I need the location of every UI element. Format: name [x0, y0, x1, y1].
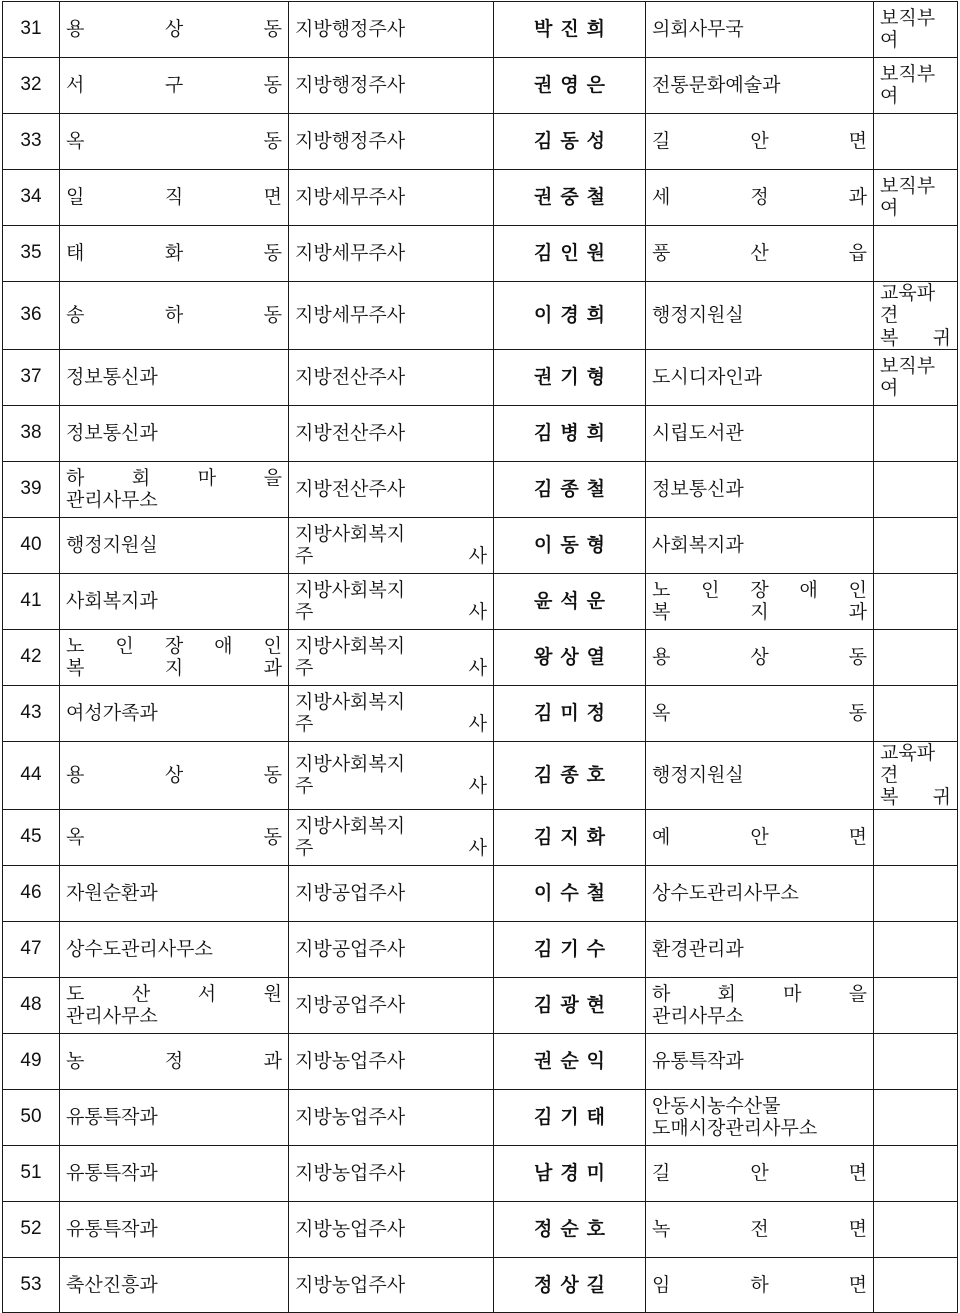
employee-name-text: 권영은 — [533, 74, 614, 97]
employee-name-text: 이경희 — [533, 304, 614, 327]
employee-name-text: 남경미 — [533, 1161, 614, 1184]
table-row — [3, 281, 958, 349]
table-row — [3, 921, 958, 977]
remarks — [874, 405, 958, 461]
new-department — [646, 809, 874, 865]
employee-name — [494, 741, 646, 809]
row-number: 33 — [3, 113, 60, 169]
new-department-line: 행정지원실 — [652, 304, 744, 327]
new-department — [646, 225, 874, 281]
current-department-line: 여성가족과 — [66, 701, 158, 724]
current-department-line: 정보통신과 — [66, 366, 158, 389]
row-number: 47 — [3, 921, 60, 977]
row-number: 34 — [3, 169, 60, 225]
new-department-line: 상수도관리사무소 — [652, 882, 799, 905]
employee-name — [494, 1145, 646, 1201]
new-department — [646, 865, 874, 921]
remarks — [874, 1257, 958, 1313]
current-department — [60, 1201, 289, 1257]
new-department-line: 정보통신과 — [652, 478, 744, 501]
remarks — [874, 1089, 958, 1145]
current-department — [60, 225, 289, 281]
job-rank — [289, 281, 494, 349]
job-rank-line: 주 사 — [295, 545, 487, 568]
job-rank — [289, 225, 494, 281]
new-department — [646, 921, 874, 977]
current-department — [60, 2, 289, 58]
employee-name-text: 김병희 — [533, 422, 614, 445]
remarks — [874, 169, 958, 225]
table-row — [3, 865, 958, 921]
employee-name-text: 정순호 — [533, 1217, 614, 1240]
job-rank — [289, 977, 494, 1033]
table-row — [3, 1257, 958, 1313]
new-department-line: 관리사무소 — [652, 1005, 744, 1028]
job-rank-line: 지방전산주사 — [295, 478, 406, 501]
employee-name — [494, 281, 646, 349]
employee-name — [494, 1201, 646, 1257]
remarks-line: 보직부여 — [880, 63, 936, 108]
employee-name-text: 윤석운 — [533, 590, 614, 613]
remarks — [874, 921, 958, 977]
new-department-line: 길 안 면 — [652, 1161, 867, 1184]
new-department — [646, 281, 874, 349]
employee-name-text: 박진희 — [533, 18, 614, 41]
job-rank — [289, 1257, 494, 1313]
table-row — [3, 461, 958, 517]
current-department — [60, 1033, 289, 1089]
employee-name — [494, 1257, 646, 1313]
table-row — [3, 169, 958, 225]
current-department — [60, 629, 289, 685]
employee-name — [494, 809, 646, 865]
row-number: 38 — [3, 405, 60, 461]
new-department — [646, 1033, 874, 1089]
employee-name-text: 권중철 — [533, 186, 614, 209]
new-department — [646, 405, 874, 461]
table-row — [3, 809, 958, 865]
current-department — [60, 517, 289, 573]
remarks-line: 교육파견 — [880, 741, 936, 787]
employee-name — [494, 573, 646, 629]
table-row — [3, 573, 958, 629]
job-rank-line: 주 사 — [295, 713, 487, 736]
new-department-line: 길 안 면 — [652, 130, 867, 153]
new-department-line: 사회복지과 — [652, 534, 744, 557]
job-rank — [289, 405, 494, 461]
job-rank-line: 지방전산주사 — [295, 422, 406, 445]
current-department-line: 관리사무소 — [66, 1005, 158, 1028]
job-rank-line: 주 사 — [295, 601, 487, 624]
new-department-line: 세 정 과 — [652, 186, 867, 209]
table-body — [3, 2, 958, 1313]
current-department-line: 일 직 면 — [66, 186, 282, 209]
job-rank — [289, 57, 494, 113]
table-row — [3, 349, 958, 405]
current-department-line: 농 정 과 — [66, 1049, 282, 1072]
remarks-line: 복 귀 — [880, 786, 951, 809]
employee-name-text: 김인원 — [533, 242, 614, 265]
current-department-line: 용 상 동 — [66, 18, 282, 41]
job-rank-line: 지방농업주사 — [295, 1161, 406, 1184]
employee-name-text: 왕상열 — [533, 646, 614, 669]
job-rank — [289, 865, 494, 921]
remarks — [874, 281, 958, 349]
new-department-line: 복 지 과 — [652, 601, 867, 624]
new-department — [646, 977, 874, 1033]
job-rank-line: 주 사 — [295, 657, 487, 680]
job-rank — [289, 349, 494, 405]
job-rank — [289, 1089, 494, 1145]
new-department — [646, 169, 874, 225]
employee-name-text: 김미정 — [533, 701, 614, 724]
job-rank-line: 지방행정주사 — [295, 74, 406, 97]
job-rank — [289, 741, 494, 809]
employee-name — [494, 1089, 646, 1145]
table-row — [3, 1033, 958, 1089]
remarks — [874, 461, 958, 517]
job-rank — [289, 809, 494, 865]
current-department — [60, 741, 289, 809]
job-rank-line: 지방농업주사 — [295, 1049, 406, 1072]
row-number: 49 — [3, 1033, 60, 1089]
job-rank — [289, 1201, 494, 1257]
job-rank-line: 지방사회복지 — [295, 522, 406, 545]
remarks-line: 보직부여 — [880, 355, 936, 400]
employee-name — [494, 977, 646, 1033]
table-row — [3, 685, 958, 741]
remarks — [874, 349, 958, 405]
current-department-line: 정보통신과 — [66, 422, 158, 445]
job-rank — [289, 573, 494, 629]
job-rank-line: 지방사회복지 — [295, 634, 406, 657]
remarks — [874, 573, 958, 629]
job-rank-line: 지방행정주사 — [295, 18, 406, 41]
current-department — [60, 921, 289, 977]
current-department-line: 관리사무소 — [66, 489, 158, 512]
current-department-line: 사회복지과 — [66, 590, 158, 613]
new-department-line: 안동시농수산물 — [652, 1094, 781, 1117]
job-rank-line: 지방세무주사 — [295, 242, 406, 265]
current-department — [60, 461, 289, 517]
remarks — [874, 1201, 958, 1257]
current-department-line: 하 회 마 을 — [66, 466, 282, 489]
current-department-line: 복 지 과 — [66, 657, 282, 680]
current-department-line: 옥 동 — [66, 826, 282, 849]
remarks-line: 복 귀 — [880, 326, 951, 349]
new-department — [646, 685, 874, 741]
new-department — [646, 461, 874, 517]
row-number: 39 — [3, 461, 60, 517]
current-department-line: 자원순환과 — [66, 882, 158, 905]
new-department-line: 유통특작과 — [652, 1049, 744, 1072]
employee-name-text: 김종철 — [533, 478, 614, 501]
row-number: 36 — [3, 281, 60, 349]
new-department-line: 환경관리과 — [652, 938, 744, 961]
employee-name-text: 김동성 — [533, 130, 614, 153]
remarks — [874, 2, 958, 58]
employee-name-text: 정상길 — [533, 1273, 614, 1296]
employee-name-text: 김광현 — [533, 994, 614, 1016]
remarks — [874, 1033, 958, 1089]
row-number: 41 — [3, 573, 60, 629]
table-row — [3, 977, 958, 1033]
table-row — [3, 741, 958, 809]
new-department — [646, 349, 874, 405]
remarks — [874, 865, 958, 921]
new-department — [646, 57, 874, 113]
current-department-line: 태 화 동 — [66, 242, 282, 265]
remarks — [874, 57, 958, 113]
current-department — [60, 1145, 289, 1201]
new-department-line: 하 회 마 을 — [652, 982, 867, 1005]
employee-name — [494, 349, 646, 405]
employee-name — [494, 2, 646, 58]
new-department — [646, 1201, 874, 1257]
job-rank-line: 지방전산주사 — [295, 366, 406, 389]
job-rank — [289, 461, 494, 517]
remarks — [874, 685, 958, 741]
employee-name — [494, 169, 646, 225]
job-rank-line: 지방농업주사 — [295, 1105, 406, 1128]
job-rank — [289, 169, 494, 225]
row-number: 35 — [3, 225, 60, 281]
employee-name — [494, 113, 646, 169]
row-number: 37 — [3, 349, 60, 405]
new-department-line: 옥 동 — [652, 701, 867, 724]
job-rank — [289, 921, 494, 977]
table-row — [3, 57, 958, 113]
new-department — [646, 573, 874, 629]
job-rank-line: 지방농업주사 — [295, 1273, 406, 1296]
employee-name-text: 김종호 — [533, 764, 614, 787]
current-department-line: 노 인 장 애 인 — [66, 634, 282, 657]
row-number: 32 — [3, 57, 60, 113]
job-rank-line: 지방사회복지 — [295, 752, 406, 775]
current-department — [60, 57, 289, 113]
employee-name — [494, 921, 646, 977]
current-department — [60, 685, 289, 741]
new-department-line: 임 하 면 — [652, 1273, 867, 1296]
current-department-line: 송 하 동 — [66, 304, 282, 327]
table-row — [3, 405, 958, 461]
job-rank-line: 주 사 — [295, 837, 487, 860]
job-rank-line: 지방공업주사 — [295, 994, 406, 1016]
table-row — [3, 1089, 958, 1145]
job-rank-line: 지방세무주사 — [295, 186, 406, 209]
table-row — [3, 113, 958, 169]
job-rank — [289, 2, 494, 58]
employee-name-text: 권순익 — [533, 1049, 614, 1072]
row-number: 50 — [3, 1089, 60, 1145]
job-rank-line: 지방사회복지 — [295, 814, 406, 837]
new-department-line: 용 상 동 — [652, 646, 867, 669]
new-department-line: 도매시장관리사무소 — [652, 1117, 818, 1140]
employee-name — [494, 225, 646, 281]
remarks — [874, 225, 958, 281]
current-department — [60, 1089, 289, 1145]
employee-name — [494, 865, 646, 921]
remarks-line: 보직부여 — [880, 174, 936, 220]
remarks — [874, 977, 958, 1033]
remarks — [874, 809, 958, 865]
new-department — [646, 1257, 874, 1313]
job-rank-line: 지방세무주사 — [295, 304, 406, 327]
current-department — [60, 113, 289, 169]
table-row — [3, 629, 958, 685]
current-department-line: 축산진흥과 — [66, 1273, 158, 1296]
job-rank — [289, 1033, 494, 1089]
table-row — [3, 1201, 958, 1257]
table-row — [3, 517, 958, 573]
current-department-line: 행정지원실 — [66, 534, 158, 557]
current-department-line: 상수도관리사무소 — [66, 938, 213, 961]
new-department — [646, 1145, 874, 1201]
employee-name — [494, 517, 646, 573]
current-department — [60, 169, 289, 225]
employee-name-text: 김기수 — [533, 938, 614, 961]
job-rank-line: 지방사회복지 — [295, 690, 406, 713]
job-rank — [289, 1145, 494, 1201]
table-row — [3, 2, 958, 58]
current-department — [60, 865, 289, 921]
table-row — [3, 225, 958, 281]
job-rank — [289, 517, 494, 573]
new-department-line: 도시디자인과 — [652, 366, 763, 389]
new-department-line: 녹 전 면 — [652, 1217, 867, 1240]
employee-name — [494, 461, 646, 517]
remarks — [874, 1145, 958, 1201]
current-department — [60, 349, 289, 405]
new-department — [646, 517, 874, 573]
employee-name — [494, 57, 646, 113]
remarks — [874, 741, 958, 809]
current-department — [60, 977, 289, 1033]
employee-name — [494, 685, 646, 741]
new-department-line: 풍 산 읍 — [652, 242, 867, 265]
current-department-line: 서 구 동 — [66, 74, 282, 97]
employee-name — [494, 1033, 646, 1089]
current-department-line: 유통특작과 — [66, 1105, 158, 1128]
job-rank-line: 지방공업주사 — [295, 938, 406, 961]
job-rank-line: 주 사 — [295, 775, 487, 798]
current-department-line: 유통특작과 — [66, 1217, 158, 1240]
current-department — [60, 1257, 289, 1313]
new-department-line: 전통문화예술과 — [652, 74, 781, 97]
job-rank-line: 지방농업주사 — [295, 1217, 406, 1240]
job-rank — [289, 113, 494, 169]
new-department-line: 예 안 면 — [652, 826, 867, 849]
row-number: 44 — [3, 741, 60, 809]
new-department-line: 시립도서관 — [652, 422, 744, 445]
job-rank — [289, 685, 494, 741]
remarks — [874, 517, 958, 573]
job-rank-line: 지방사회복지 — [295, 578, 406, 601]
current-department — [60, 573, 289, 629]
employee-name — [494, 405, 646, 461]
job-rank-line: 지방행정주사 — [295, 130, 406, 153]
current-department-line: 옥 동 — [66, 130, 282, 153]
new-department — [646, 1089, 874, 1145]
row-number: 52 — [3, 1201, 60, 1257]
employee-name — [494, 629, 646, 685]
new-department — [646, 2, 874, 58]
new-department — [646, 113, 874, 169]
employee-name-text: 이수철 — [533, 882, 614, 905]
new-department-line: 행정지원실 — [652, 764, 744, 787]
personnel-table — [2, 1, 958, 1313]
row-number: 51 — [3, 1145, 60, 1201]
employee-name-text: 김기태 — [533, 1105, 614, 1128]
employee-name-text: 권기형 — [533, 366, 614, 389]
table-row — [3, 1145, 958, 1201]
row-number: 46 — [3, 865, 60, 921]
new-department-line: 의회사무국 — [652, 18, 744, 41]
employee-name-text: 김지화 — [533, 826, 614, 849]
current-department-line: 용 상 동 — [66, 764, 282, 787]
row-number: 40 — [3, 517, 60, 573]
row-number: 31 — [3, 2, 60, 58]
row-number: 45 — [3, 809, 60, 865]
remarks — [874, 113, 958, 169]
new-department — [646, 629, 874, 685]
new-department — [646, 741, 874, 809]
current-department — [60, 405, 289, 461]
row-number: 48 — [3, 977, 60, 1033]
remarks-line: 교육파견 — [880, 281, 936, 327]
row-number: 43 — [3, 685, 60, 741]
current-department-line: 유통특작과 — [66, 1161, 158, 1184]
job-rank-line: 지방공업주사 — [295, 882, 406, 905]
remarks-line: 보직부여 — [880, 7, 936, 52]
new-department-line: 노 인 장 애 인 — [652, 578, 867, 601]
current-department-line: 도 산 서 원 — [66, 982, 282, 1005]
remarks — [874, 629, 958, 685]
job-rank — [289, 629, 494, 685]
row-number: 42 — [3, 629, 60, 685]
row-number: 53 — [3, 1257, 60, 1313]
employee-name-text: 이동형 — [533, 534, 614, 557]
current-department — [60, 281, 289, 349]
current-department — [60, 809, 289, 865]
